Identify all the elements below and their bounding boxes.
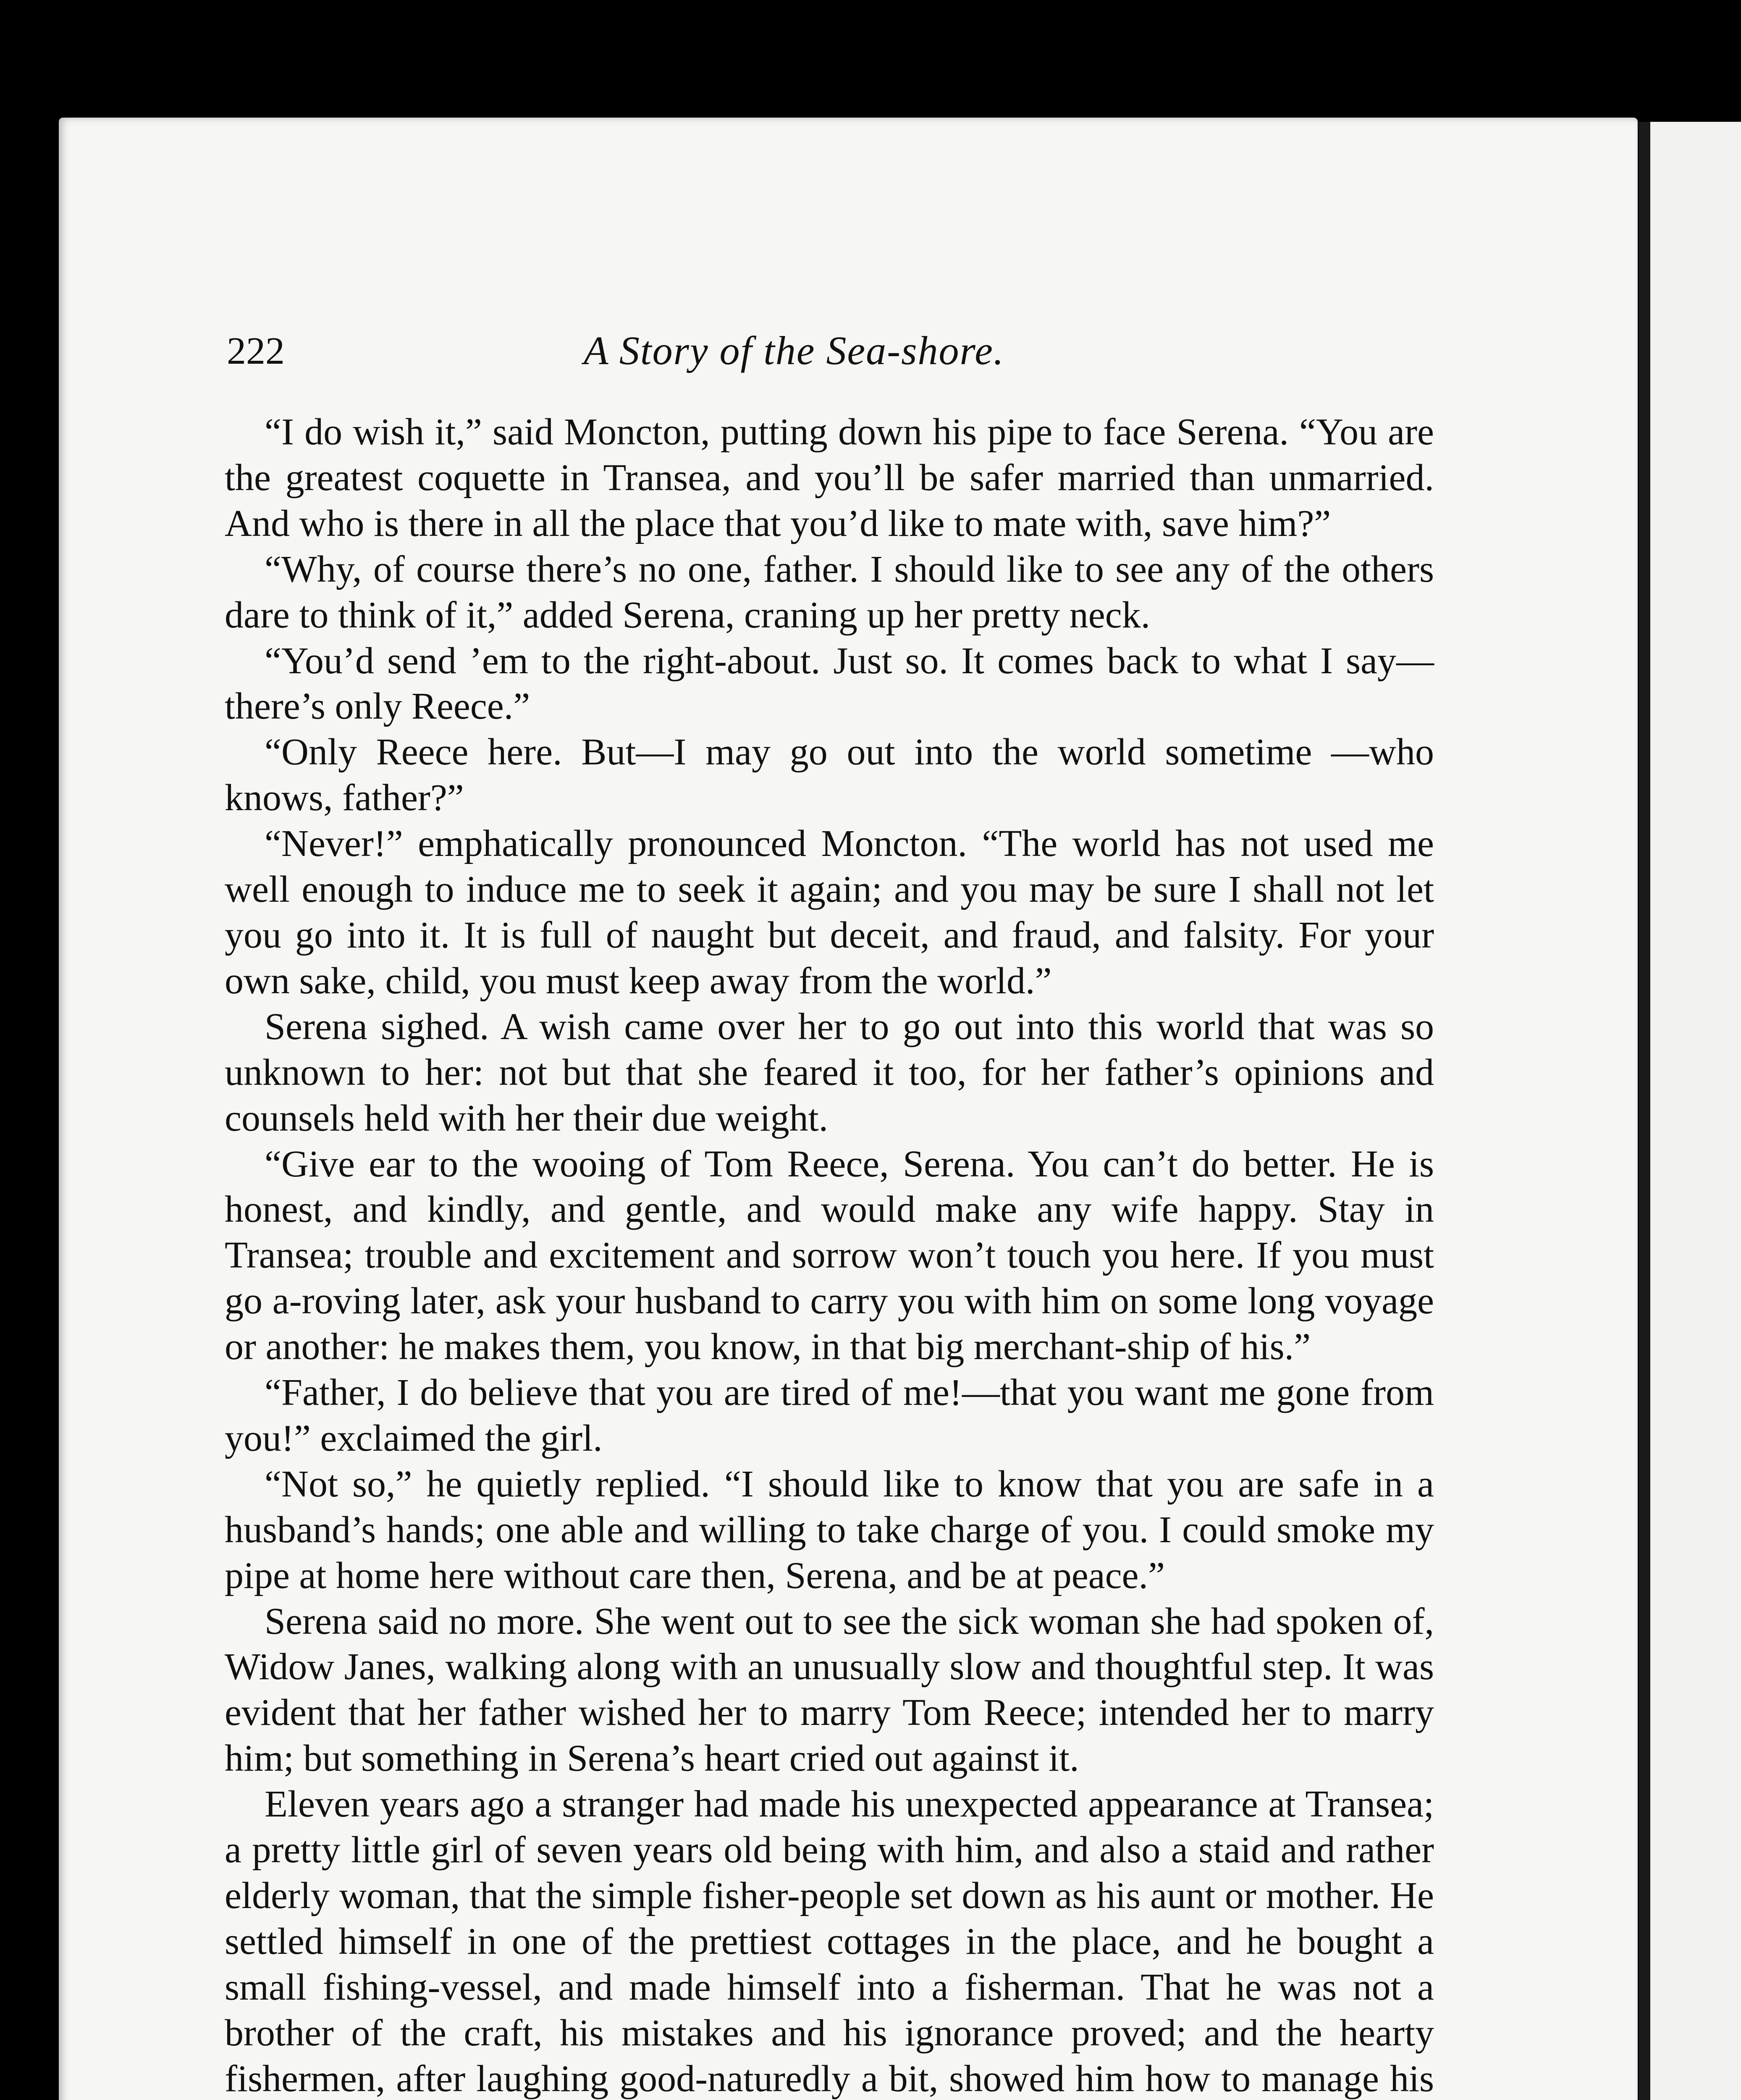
paragraph: Serena sighed. A wish came over her to go out into this world that was so unknown to her: not but that she feared it too, for her father’s opinions and counsels held with her their due weight. [225,1005,1434,1139]
page-gutter-shadow [1639,122,1650,2100]
paragraph: Eleven years ago a stranger had made his unexpected appearance at Transea; a pretty little girl of seven years old being with him, and also a staid and rather elderly woman, that the simple fisher-people set down as his aunt or mother. He settled himself in one of the prettiest cottages in the place, and he bought a small fishing-vessel, and made himself into a fisherman. That he was not a brother of the craft, his mistakes and his ignorance proved; and the hearty fishermen, after laughing good-naturedly a bit, showed him how to manage his [225,1783,1434,2100]
paragraph: “Father, I do believe that you are tired of me!—that you want me gone from you!” exclaimed the girl. [225,1372,1434,1459]
paragraph: “I do wish it,” said Moncton, putting down his pipe to face Serena. “You are the greatest coquette in Transea, and you’ll be safer married than unmarried. And who is there in all the place that you’d like to mate with, save him?” [225,411,1434,544]
facing-page-edge [1650,122,1741,2100]
page-number: 222 [227,329,285,372]
paragraph: “Give ear to the wooing of Tom Reece, Serena. You can’t do better. He is honest, and kindly, and gentle, and would make any wife happy. Stay in Transea; trouble and excitement and sorrow won’t touch you here. If you must go a-roving later, ask your husband to carry you with him on some long voyage or another: he makes them, you know, in that big merchant-ship of his.” [225,1143,1434,1368]
paragraph: “You’d send ’em to the right-about. Just so. It comes back to what I say—there’s only Reece.” [225,640,1434,727]
paragraph: “Never!” emphatically pronounced Moncton. “The world has not used me well enough to induce me to seek it again; and you may be sure I shall not let you go into it. It is full of naught but deceit, and fraud, and falsity. For your own sake, child, you must keep away from the world.” [225,823,1434,1002]
running-title: A Story of the Sea-shore. [584,328,1004,373]
paragraph: “Why, of course there’s no one, father. I should like to see any of the others dare to think of it,” added Serena, craning up her pretty neck. [225,548,1434,636]
paragraph: Serena said no more. She went out to see the sick woman she had spoken of, Widow Janes, walking along with an unusually slow and thoughtful step. It was evident that her father wished her to marry Tom Reece; intended her to marry him; but something in Serena’s heart cried out against it. [225,1600,1434,1780]
body-text [225,410,1434,2100]
page-header [227,323,1621,378]
paragraph: “Not so,” he quietly replied. “I should like to know that you are safe in a husband’s hands; one able and willing to take charge of you. I could smoke my pipe at home here without care then, Serena, and be at peace.” [225,1463,1434,1596]
paragraph: “Only Reece here. But—I may go out into the world sometime —who knows, father?” [225,731,1434,819]
